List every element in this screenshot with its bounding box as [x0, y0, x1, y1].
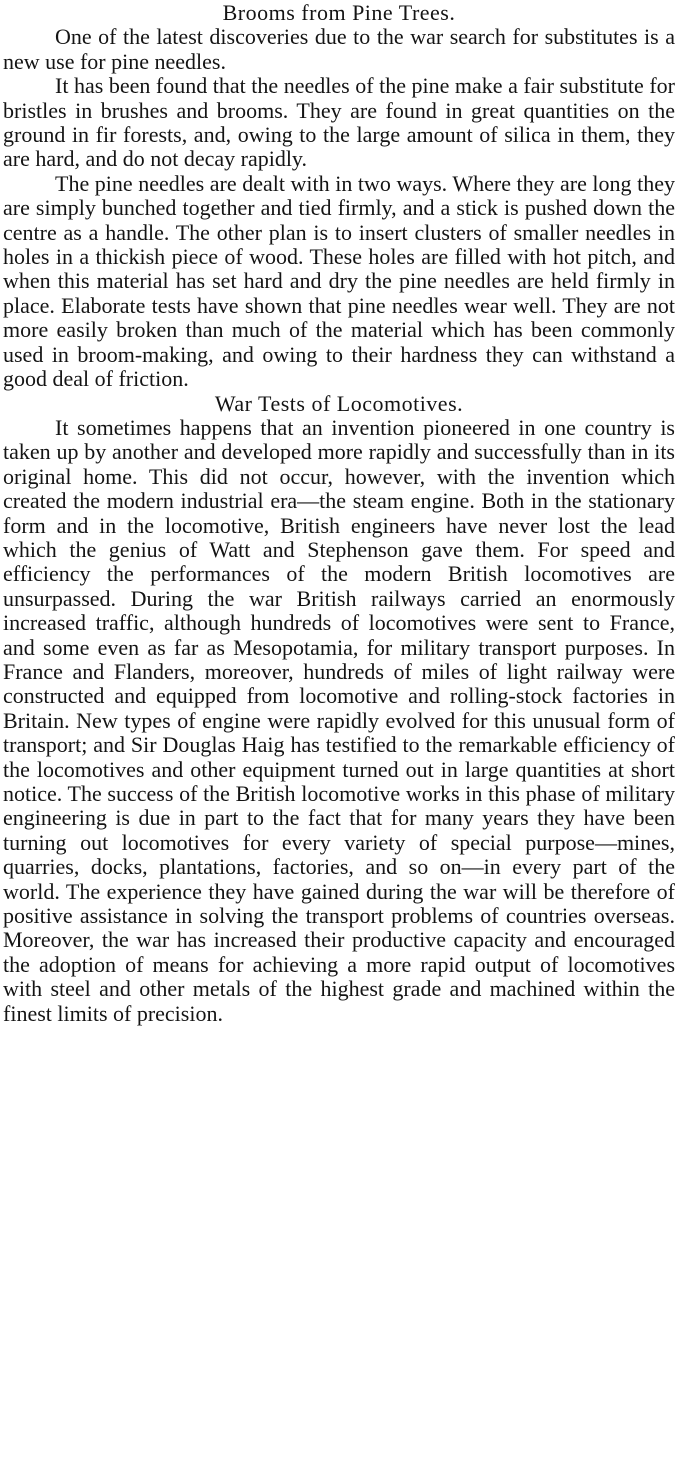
- article-locomotives: [3, 392, 675, 1027]
- article-paragraph: It sometimes happens that an invention pioneered in one country is taken up by another and developed more rapidly and successfully than in its original home. This did not occur, however, with the invention which created the modern industrial era—the steam engine. Both in the stationary form and in the locomotive, British engineers have never lost the lead which the genius of Watt and Stephenson gave them. For speed and efficiency the performances of the modern British locomotives are unsurpassed. During the war British railways carried an enormously increased traffic, although hundreds of locomotives were sent to France, and some even as far as Mesopotamia, for military transport purposes. In France and Flanders, moreover, hundreds of miles of light railway were constructed and equipped from locomotive and rolling-stock factories in Britain. New types of engine were rapidly evolved for this unusual form of transport; and Sir Douglas Haig has testified to the remarkable efficiency of the locomotives and other equipment turned out in large quantities at short notice. The success of the British locomotive works in this phase of military engineering is due in part to the fact that for many years they have been turning out locomotives for every variety of special purpose—mines, quarries, docks, plantations, factories, and so on—in every part of the world. The experience they have gained during the war will be therefore of positive assistance in solving the transport problems of countries overseas. Moreover, the war has increased their productive capacity and encouraged the adoption of means for achieving a more rapid output of locomotives with steel and other metals of the highest grade and machined within the finest limits of precision.: [3, 414, 675, 1026]
- article-brooms: [3, 0, 675, 392]
- article-paragraph: It has been found that the needles of the pine make a fair substitute for bristles in brushes and brooms. They are found in great quantities on the ground in fir forests, and, owing to the large amount of silica in them, they are hard, and do not decay rapidly.: [3, 73, 675, 172]
- article-paragraph: One of the latest discoveries due to the war search for substitutes is a new use for pine needles.: [3, 24, 675, 74]
- article-paragraph: The pine needles are dealt with in two ways. Where they are long they are simply bunched together and tied firmly, and a stick is pushed down the centre as a handle. The other plan is to insert clusters of smaller needles in holes in a thickish piece of wood. These holes are filled with hot pitch, and when this material has set hard and dry the pine needles are held firmly in place. Elaborate tests have shown that pine needles wear well. They are not more easily broken than much of the material which has been commonly used in broom-making, and owing to their hardness they can withstand a good deal of friction.: [3, 170, 675, 392]
- article-title: Brooms from Pine Trees.: [222, 0, 456, 25]
- article-title: War Tests of Locomotives.: [214, 390, 464, 416]
